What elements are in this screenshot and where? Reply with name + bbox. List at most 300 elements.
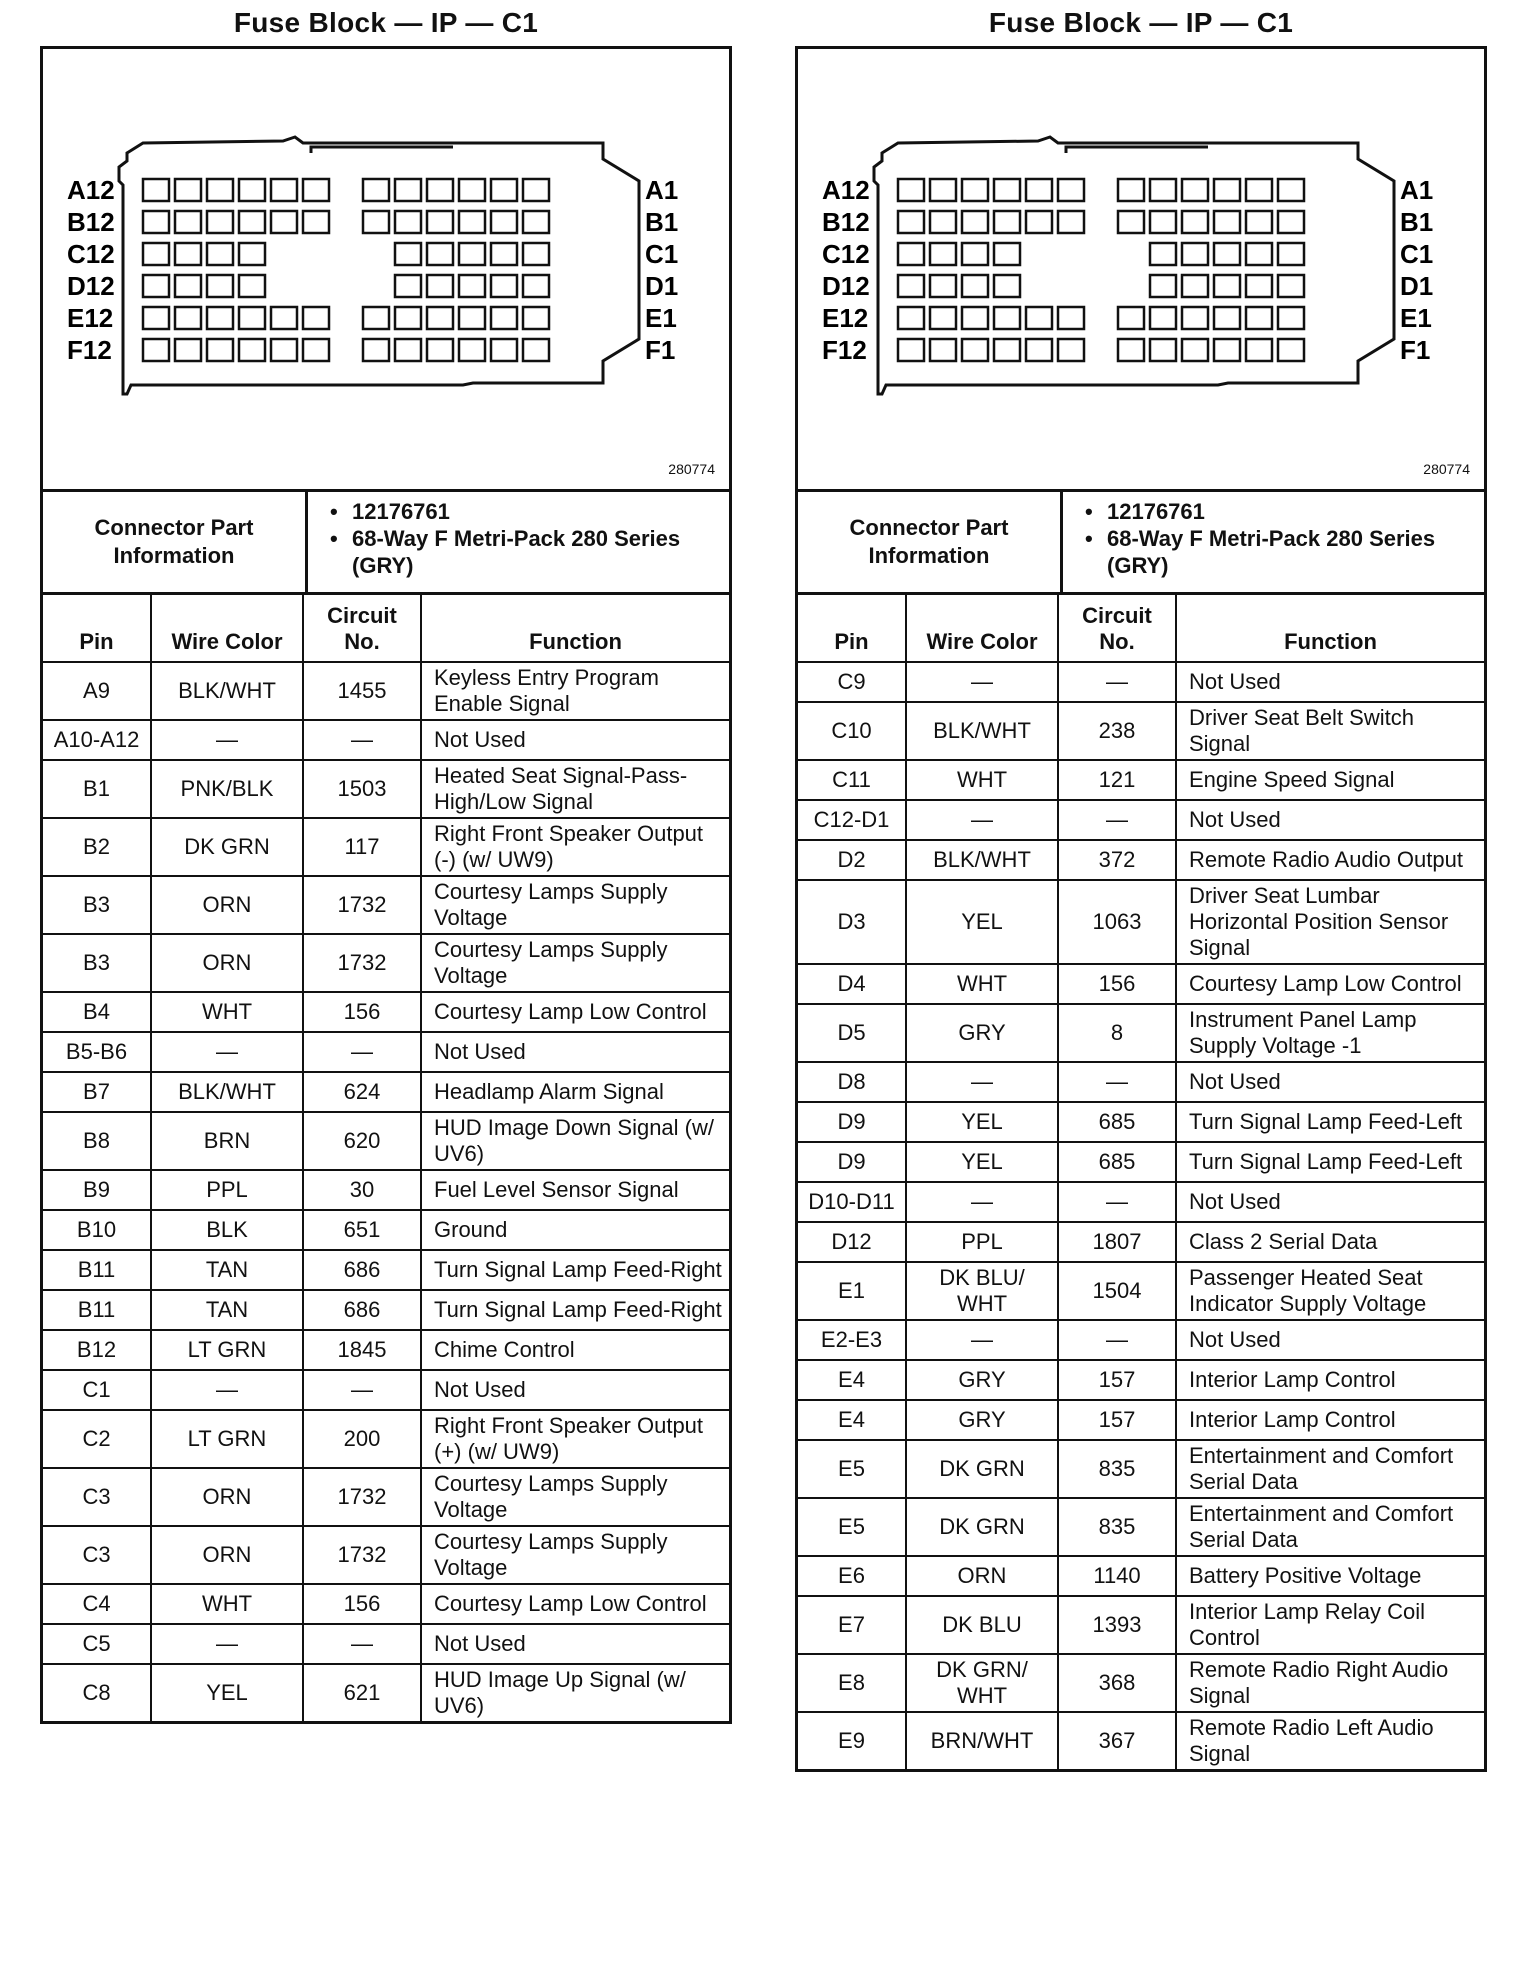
function-cell: Fuel Level Sensor Signal (421, 1170, 729, 1210)
wire-color-cell: BLK (151, 1210, 303, 1250)
panel-title: Fuse Block — IP — C1 (988, 7, 1294, 38)
terminal-cavity (1182, 339, 1208, 361)
circuit-cell: 1732 (303, 1468, 421, 1526)
pin-cell: B11 (43, 1250, 151, 1290)
terminal-cavity (491, 307, 517, 329)
circuit-cell: 621 (303, 1664, 421, 1721)
terminal-cavity (395, 243, 421, 265)
circuit-cell: 117 (303, 818, 421, 876)
circuit-cell: 1140 (1058, 1556, 1176, 1596)
terminal-cavity (143, 339, 169, 361)
table-row (43, 1250, 729, 1290)
pin-cell: B12 (43, 1330, 151, 1370)
table-row (798, 800, 1484, 840)
terminal-cavity (239, 243, 265, 265)
terminal-cavity (207, 307, 233, 329)
wire-color-cell: BLK/WHT (906, 840, 1058, 880)
row-label-left: B12 (67, 207, 115, 237)
terminal-cavity (1246, 211, 1272, 233)
terminal-cavity (395, 339, 421, 361)
terminal-cavity (1150, 339, 1176, 361)
wire-color-cell: ORN (151, 1468, 303, 1526)
row-label-left: D12 (822, 271, 870, 301)
wire-color-cell: BLK/WHT (151, 1072, 303, 1112)
function-cell: Courtesy Lamp Low Control (421, 992, 729, 1032)
circuit-cell: 157 (1058, 1400, 1176, 1440)
circuit-cell: — (1058, 1182, 1176, 1222)
row-label-left: A12 (67, 175, 115, 205)
pin-cell: C12-D1 (798, 800, 906, 840)
terminal-cavity (1150, 243, 1176, 265)
wire-color-cell: ORN (151, 934, 303, 992)
terminal-cavity (994, 179, 1020, 201)
header-circuit: Circuit No. (303, 595, 421, 662)
pin-cell: E8 (798, 1654, 906, 1712)
row-label-right: E1 (1400, 303, 1432, 333)
pinout-table (43, 595, 729, 1721)
circuit-cell: 835 (1058, 1440, 1176, 1498)
table-row (43, 934, 729, 992)
table-row (798, 1320, 1484, 1360)
connector-diagram (798, 49, 1484, 492)
wire-color-cell: DK GRN (151, 818, 303, 876)
pin-cell: C1 (43, 1370, 151, 1410)
function-cell: Class 2 Serial Data (1176, 1222, 1484, 1262)
terminal-cavity (1026, 339, 1052, 361)
table-row (798, 1596, 1484, 1654)
table-row (43, 1664, 729, 1721)
connector-type: • 68-Way F Metri-Pack 280 Series (GRY) (352, 525, 729, 579)
part-number: • 12176761 (1107, 498, 1484, 525)
panel-right (795, 0, 1487, 1772)
wire-color-cell: TAN (151, 1290, 303, 1330)
terminal-cavity (523, 339, 549, 361)
terminal-cavity (1058, 179, 1084, 201)
terminal-cavity (427, 275, 453, 297)
circuit-cell: 1503 (303, 760, 421, 818)
circuit-cell: — (1058, 1320, 1176, 1360)
table-row (798, 1556, 1484, 1596)
pin-cell: E5 (798, 1498, 906, 1556)
terminal-cavity (303, 211, 329, 233)
wire-color-cell: LT GRN (151, 1330, 303, 1370)
table-row (798, 1654, 1484, 1712)
pin-cell: E4 (798, 1400, 906, 1440)
wire-color-cell: — (151, 1624, 303, 1664)
circuit-cell: 685 (1058, 1142, 1176, 1182)
function-cell: Entertainment and Comfort Serial Data (1176, 1440, 1484, 1498)
terminal-cavity (363, 339, 389, 361)
terminal-cavity (395, 179, 421, 201)
terminal-cavity (491, 211, 517, 233)
table-row (43, 1290, 729, 1330)
circuit-cell: — (303, 720, 421, 760)
connector-latch (1066, 147, 1208, 153)
function-cell: Courtesy Lamps Supply Voltage (421, 1526, 729, 1584)
table-body (43, 662, 729, 1721)
function-cell: Not Used (1176, 662, 1484, 702)
header-function: Function (421, 595, 729, 662)
circuit-cell: 238 (1058, 702, 1176, 760)
table-row (43, 720, 729, 760)
row-label-left: F12 (822, 335, 867, 365)
pin-cell: E1 (798, 1262, 906, 1320)
table-row (43, 1584, 729, 1624)
function-cell: Driver Seat Lumbar Horizontal Position Sensor Signal (1176, 880, 1484, 964)
terminal-cavity (239, 211, 265, 233)
terminal-cavity (898, 307, 924, 329)
table-header-row (43, 595, 729, 662)
function-cell: Heated Seat Signal-Pass-High/Low Signal (421, 760, 729, 818)
terminal-cavity (1182, 243, 1208, 265)
wire-color-cell: DK BLU/ WHT (906, 1262, 1058, 1320)
wire-color-cell: — (906, 1320, 1058, 1360)
function-cell: Right Front Speaker Output (+) (w/ UW9) (421, 1410, 729, 1468)
function-cell: Driver Seat Belt Switch Signal (1176, 702, 1484, 760)
row-label-left: A12 (822, 175, 870, 205)
pin-cell: E2-E3 (798, 1320, 906, 1360)
terminal-cavity (303, 339, 329, 361)
circuit-cell: 368 (1058, 1654, 1176, 1712)
circuit-cell: 1845 (303, 1330, 421, 1370)
terminal-cavity (175, 179, 201, 201)
wire-color-cell: DK GRN/ WHT (906, 1654, 1058, 1712)
terminal-cavity (1278, 275, 1304, 297)
row-label-left: C12 (822, 239, 870, 269)
terminal-cavity (1150, 179, 1176, 201)
terminal-cavity (207, 243, 233, 265)
header-function: Function (1176, 595, 1484, 662)
table-row (43, 662, 729, 720)
pin-cell: D12 (798, 1222, 906, 1262)
pin-cell: D2 (798, 840, 906, 880)
pin-cell: A9 (43, 662, 151, 720)
pin-cell: D9 (798, 1142, 906, 1182)
terminal-cavity (427, 243, 453, 265)
pin-cell: C4 (43, 1584, 151, 1624)
function-cell: Passenger Heated Seat Indicator Supply Voltage (1176, 1262, 1484, 1320)
wire-color-cell: ORN (151, 876, 303, 934)
circuit-cell: — (1058, 1062, 1176, 1102)
pin-cell: B11 (43, 1290, 151, 1330)
function-cell: HUD Image Down Signal (w/ UV6) (421, 1112, 729, 1170)
header-wire-color: Wire Color (906, 595, 1058, 662)
terminal-cavity (994, 275, 1020, 297)
pin-cell: D4 (798, 964, 906, 1004)
pin-cell: B3 (43, 876, 151, 934)
function-cell: Turn Signal Lamp Feed-Right (421, 1250, 729, 1290)
wire-color-cell: WHT (151, 1584, 303, 1624)
terminal-cavity (1118, 307, 1144, 329)
circuit-cell: 1393 (1058, 1596, 1176, 1654)
circuit-cell: 624 (303, 1072, 421, 1112)
terminal-cavity (207, 339, 233, 361)
pin-cell: E4 (798, 1360, 906, 1400)
row-label-right: F1 (1400, 335, 1431, 365)
table-row (798, 662, 1484, 702)
wire-color-cell: — (151, 1370, 303, 1410)
part-number: • 12176761 (352, 498, 729, 525)
pin-cell: E5 (798, 1440, 906, 1498)
pin-cell: B8 (43, 1112, 151, 1170)
terminal-cavity (1278, 339, 1304, 361)
terminal-cavity (1150, 307, 1176, 329)
pin-cell: C11 (798, 760, 906, 800)
terminal-cavity (1118, 211, 1144, 233)
table-row (43, 760, 729, 818)
terminal-cavity (898, 179, 924, 201)
wire-color-cell: DK BLU (906, 1596, 1058, 1654)
circuit-cell: 620 (303, 1112, 421, 1170)
terminal-cavity (1246, 179, 1272, 201)
wire-color-cell: — (906, 1182, 1058, 1222)
terminal-cavity (1058, 307, 1084, 329)
circuit-cell: 1063 (1058, 880, 1176, 964)
table-row (43, 992, 729, 1032)
wire-color-cell: BRN/WHT (906, 1712, 1058, 1769)
wire-color-cell: — (906, 662, 1058, 702)
table-body (798, 662, 1484, 1769)
wire-color-cell: GRY (906, 1004, 1058, 1062)
row-label-left: E12 (822, 303, 869, 333)
circuit-cell: — (303, 1370, 421, 1410)
pin-cell: D8 (798, 1062, 906, 1102)
table-row (798, 760, 1484, 800)
function-cell: Engine Speed Signal (1176, 760, 1484, 800)
function-cell: Not Used (421, 720, 729, 760)
function-cell: Turn Signal Lamp Feed-Right (421, 1290, 729, 1330)
row-label-left: D12 (67, 271, 115, 301)
pin-cell: E9 (798, 1712, 906, 1769)
connector-info-list (1063, 492, 1484, 592)
terminal-cavity (143, 275, 169, 297)
row-label-left: E12 (67, 303, 114, 333)
terminal-cavity (175, 307, 201, 329)
terminal-cavity (523, 307, 549, 329)
pin-cell: B9 (43, 1170, 151, 1210)
pin-cell: E7 (798, 1596, 906, 1654)
function-cell: Not Used (421, 1370, 729, 1410)
wire-color-cell: GRY (906, 1400, 1058, 1440)
wire-color-cell: — (906, 1062, 1058, 1102)
wire-color-cell: — (151, 1032, 303, 1072)
table-row (43, 1170, 729, 1210)
function-cell: Remote Radio Left Audio Signal (1176, 1712, 1484, 1769)
table-row (798, 1262, 1484, 1320)
wire-color-cell: YEL (151, 1664, 303, 1721)
terminal-cavity (1058, 339, 1084, 361)
table-row (798, 1142, 1484, 1182)
function-cell: Not Used (1176, 1182, 1484, 1222)
pin-cell: C10 (798, 702, 906, 760)
circuit-cell: 157 (1058, 1360, 1176, 1400)
circuit-cell: 1732 (303, 876, 421, 934)
pin-cell: B4 (43, 992, 151, 1032)
circuit-cell: 1732 (303, 1526, 421, 1584)
pin-cell: B3 (43, 934, 151, 992)
circuit-cell: 686 (303, 1290, 421, 1330)
table-row (43, 1072, 729, 1112)
wire-color-cell: GRY (906, 1360, 1058, 1400)
wire-color-cell: BRN (151, 1112, 303, 1170)
table-row (798, 1440, 1484, 1498)
pin-cell: E6 (798, 1556, 906, 1596)
row-label-left: B12 (822, 207, 870, 237)
function-cell: Instrument Panel Lamp Supply Voltage -1 (1176, 1004, 1484, 1062)
circuit-cell: 8 (1058, 1004, 1176, 1062)
pin-cell: C8 (43, 1664, 151, 1721)
terminal-cavity (1150, 275, 1176, 297)
terminal-cavity (239, 275, 265, 297)
row-label-right: C1 (645, 239, 679, 269)
circuit-cell: 1732 (303, 934, 421, 992)
circuit-cell: 156 (1058, 964, 1176, 1004)
row-label-right: A1 (645, 175, 679, 205)
function-cell: Chime Control (421, 1330, 729, 1370)
circuit-cell: 367 (1058, 1712, 1176, 1769)
table-row (798, 840, 1484, 880)
function-cell: Not Used (1176, 800, 1484, 840)
terminal-cavity (459, 339, 485, 361)
terminal-cavity (239, 179, 265, 201)
row-label-right: B1 (645, 207, 679, 237)
circuit-cell: 685 (1058, 1102, 1176, 1142)
table-row (798, 1400, 1484, 1440)
wire-color-cell: BLK/WHT (906, 702, 1058, 760)
figure-number: 280774 (668, 461, 715, 477)
circuit-cell: 372 (1058, 840, 1176, 880)
connector-face-drawing (798, 49, 1484, 486)
circuit-cell: — (1058, 662, 1176, 702)
function-cell: Battery Positive Voltage (1176, 1556, 1484, 1596)
wire-color-cell: — (151, 720, 303, 760)
terminal-cavity (1278, 211, 1304, 233)
terminal-cavity (1214, 243, 1240, 265)
terminal-cavity (363, 211, 389, 233)
function-cell: Interior Lamp Control (1176, 1400, 1484, 1440)
wire-color-cell: YEL (906, 880, 1058, 964)
function-cell: Courtesy Lamps Supply Voltage (421, 1468, 729, 1526)
terminal-cavity (459, 179, 485, 201)
function-cell: Turn Signal Lamp Feed-Left (1176, 1142, 1484, 1182)
terminal-cavity (1214, 307, 1240, 329)
connector-info-list (308, 492, 729, 592)
function-cell: Entertainment and Comfort Serial Data (1176, 1498, 1484, 1556)
table-row (798, 880, 1484, 964)
wire-color-cell: TAN (151, 1250, 303, 1290)
header-wire-color: Wire Color (151, 595, 303, 662)
terminal-cavity (1278, 179, 1304, 201)
wire-color-cell: YEL (906, 1142, 1058, 1182)
terminal-cavity (1246, 275, 1272, 297)
wire-color-cell: DK GRN (906, 1440, 1058, 1498)
terminal-cavity (994, 307, 1020, 329)
terminal-cavity (1118, 339, 1144, 361)
connector-part-info (798, 492, 1484, 595)
terminal-cavity (491, 339, 517, 361)
terminal-cavity (1246, 307, 1272, 329)
terminal-cavity (271, 211, 297, 233)
table-row (43, 1410, 729, 1468)
table-row (43, 1370, 729, 1410)
connector-diagram (43, 49, 729, 492)
function-cell: Interior Lamp Relay Coil Control (1176, 1596, 1484, 1654)
terminal-cavity (427, 179, 453, 201)
wire-color-cell: BLK/WHT (151, 662, 303, 720)
terminal-cavity (395, 275, 421, 297)
function-cell: Remote Radio Audio Output (1176, 840, 1484, 880)
terminal-cavity (523, 243, 549, 265)
wire-color-cell: LT GRN (151, 1410, 303, 1468)
function-cell: Not Used (1176, 1062, 1484, 1102)
table-row (798, 1222, 1484, 1262)
pin-cell: B10 (43, 1210, 151, 1250)
circuit-cell: 686 (303, 1250, 421, 1290)
terminal-cavity (491, 179, 517, 201)
circuit-cell: 200 (303, 1410, 421, 1468)
terminal-cavity (143, 243, 169, 265)
wire-color-cell: — (906, 800, 1058, 840)
function-cell: Courtesy Lamps Supply Voltage (421, 876, 729, 934)
function-cell: Right Front Speaker Output (-) (w/ UW9) (421, 818, 729, 876)
terminal-cavity (271, 179, 297, 201)
pin-cell: D9 (798, 1102, 906, 1142)
table-row (43, 1032, 729, 1072)
figure-number: 280774 (1423, 461, 1470, 477)
terminal-cavity (143, 307, 169, 329)
terminal-cavity (239, 339, 265, 361)
terminal-cavity (459, 307, 485, 329)
circuit-cell: 1504 (1058, 1262, 1176, 1320)
pin-cell: B2 (43, 818, 151, 876)
function-cell: HUD Image Up Signal (w/ UV6) (421, 1664, 729, 1721)
table-row (798, 1182, 1484, 1222)
terminal-cavity (363, 179, 389, 201)
terminal-cavity (271, 339, 297, 361)
pin-cell: C5 (43, 1624, 151, 1664)
terminal-cavity (898, 339, 924, 361)
terminal-cavity (1058, 211, 1084, 233)
row-label-right: D1 (1400, 271, 1434, 301)
circuit-cell: 835 (1058, 1498, 1176, 1556)
terminal-cavity (143, 179, 169, 201)
panel-left (40, 0, 732, 1724)
pin-cell: C9 (798, 662, 906, 702)
terminal-cavity (962, 179, 988, 201)
function-cell: Courtesy Lamp Low Control (1176, 964, 1484, 1004)
terminal-cavity (175, 211, 201, 233)
terminal-cavity (1026, 179, 1052, 201)
terminal-cavity (303, 179, 329, 201)
terminal-cavity (427, 211, 453, 233)
table-row (43, 1526, 729, 1584)
row-label-right: B1 (1400, 207, 1434, 237)
function-cell: Courtesy Lamps Supply Voltage (421, 934, 729, 992)
terminal-cavity (1214, 275, 1240, 297)
row-label-right: A1 (1400, 175, 1434, 205)
pin-cell: A10-A12 (43, 720, 151, 760)
wire-color-cell: PNK/BLK (151, 760, 303, 818)
row-label-right: E1 (645, 303, 677, 333)
terminal-cavity (994, 211, 1020, 233)
terminal-cavity (459, 211, 485, 233)
function-cell: Not Used (421, 1624, 729, 1664)
header-circuit: Circuit No. (1058, 595, 1176, 662)
terminal-cavity (1182, 307, 1208, 329)
terminal-cavity (1278, 307, 1304, 329)
terminal-cavity (994, 339, 1020, 361)
connector-info-label: Connector Part Information (798, 492, 1063, 592)
